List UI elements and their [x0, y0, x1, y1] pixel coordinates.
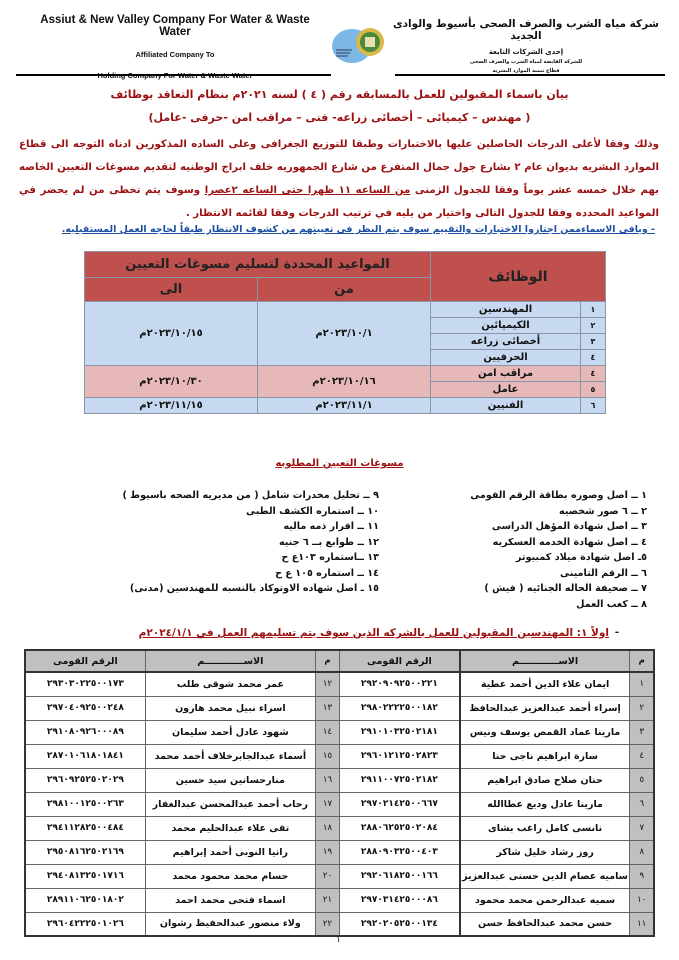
date-to: ٢٠٢٣/١١/١٥م: [85, 398, 258, 414]
requirement-item: ١٣ ــاستماره ١٠٣ع ح: [281, 552, 379, 563]
national-id: ٢٩٤٠٨١٣٢٥٠١٧١٦: [25, 864, 145, 888]
paragraph-part-2: وسوف يتم تخطى من لم يحضر في المواعيد المحدده وفقا للجدول التالى واختيار من يليه في ترتيب الدرجات وفقا لقائمه الانتظار .: [19, 185, 659, 219]
person-name: عمر محمد شوقى طلب: [145, 672, 315, 696]
row-number: ١٤: [315, 720, 339, 744]
header-name-left: الاســــــــــــم: [145, 650, 315, 672]
person-name: حسام محمد محمود محمد: [145, 864, 315, 888]
requirement-item: ١٥ ـ اصل شهاده الاوتوكاد بالنسبه للمهندسين (مدنى): [129, 583, 379, 594]
table-row: [25, 912, 654, 936]
national-id: ٢٩٢٠٦١٨٢٥٠٠١٦٦: [340, 864, 460, 888]
national-id: ٢٩٤١١٢٨٢٥٠٠٤٨٤: [25, 816, 145, 840]
row-number: ١٨: [315, 816, 339, 840]
job-title: عامل: [431, 382, 581, 398]
waiting-list-note: - وباقى الاسماءممن اجتازوا الاختبارات والتقييم سوف يتم النظر فى تعيينهم من كشوف الانتظار طبقاً لحاجه العمل المستقبليه.: [61, 224, 655, 235]
schedule-header-dates: المواعيد المحددة لتسليم مسوغات التعيين: [85, 252, 431, 278]
date-from: ٢٠٢٣/١٠/١م: [258, 302, 431, 366]
row-number: ١٩: [315, 840, 339, 864]
header-divider-left: [16, 74, 331, 76]
header-num-right: م: [630, 650, 654, 672]
job-number: ٦: [581, 398, 606, 414]
instructions-paragraph: [19, 133, 659, 225]
job-number: ٤: [581, 350, 606, 366]
person-name: روز رشاد خليل شاكر: [460, 840, 630, 864]
requirement-item: ٩ ــ تحليل مخدرات شامل ( من مديريه الصحه باسيوط ): [122, 490, 379, 501]
header-divider-right: [395, 74, 665, 76]
person-name: رحاب أحمد عبدالمحسن عبدالغفار: [145, 792, 315, 816]
requirement-item: ٧ ــ صحيفة الحاله الجنائيه ( فيش ): [484, 583, 647, 594]
national-id: ٢٩٧٠٤٠٩٢٥٠٠٢٤٨: [25, 696, 145, 720]
requirement-item: ٣ ــ اصل شهادة المؤهل الدراسى: [491, 521, 647, 532]
person-name: مارينا عادل وديع عطاالله: [460, 792, 630, 816]
national-id: ٢٩٦٠٤٢٢٢٥٠١٠٢٦: [25, 912, 145, 936]
job-title: المهندسين: [431, 302, 581, 318]
section-dash: -: [614, 627, 619, 638]
requirement-item: ١٤ ــ استماره ١٠٥ ع ح: [275, 567, 379, 579]
row-number: ٢: [630, 696, 654, 720]
person-name: مارينا عماد القمص يوسف ونيس: [460, 720, 630, 744]
national-id: ٢٨٨٠٩٠٣٢٥٠٠٤٠٣: [340, 840, 460, 864]
national-id: ٢٩٥٠٨١٦٢٥٠٢١٦٩: [25, 840, 145, 864]
section-title: اولاً ١: المهندسين المقبولين للعمل بالشركه الذين سوف يتم تسليمهم العمل في ٢٠٢٤/١/١م: [138, 627, 609, 639]
person-name: اسراء نبيل محمد هارون: [145, 696, 315, 720]
date-to: ٢٠٢٣/١٠/٣٠م: [85, 366, 258, 398]
table-row: [25, 888, 654, 912]
requirement-item: ١٢ ــ طوابع بــ ٦ جنيه: [278, 536, 379, 548]
date-from: ٢٠٢٣/١٠/١٦م: [258, 366, 431, 398]
schedule-row: [85, 398, 606, 414]
schedule-row: [85, 302, 606, 318]
person-name: ساميه عصام الدين حسنى عبدالعزيز: [460, 864, 630, 888]
job-number: ٤: [581, 366, 606, 382]
row-number: ٢٠: [315, 864, 339, 888]
row-number: ٦: [630, 792, 654, 816]
person-name: منارحسانين سيد حسين: [145, 768, 315, 792]
header-id-left: الرقم القومى: [25, 650, 145, 672]
table-row: [25, 864, 654, 888]
requirements-list-left: [49, 488, 379, 597]
national-id: ٢٩٢٠٩٠٩٢٥٠٠٢٢١: [340, 672, 460, 696]
person-name: ولاء منصور عبدالحفيظ رشوان: [145, 912, 315, 936]
row-number: ٨: [630, 840, 654, 864]
accepted-engineers-table: [24, 649, 655, 937]
page-number: ١: [336, 935, 341, 945]
requirement-item: ٤ ــ اصل شهادة الخدمه العسكريه: [492, 536, 647, 548]
document-header: [0, 0, 679, 80]
person-name: أسماء عبدالجابرخلاف أحمد محمد: [145, 744, 315, 768]
national-id: ٢٩١٠١٠٣٢٥٠٢١٨١: [340, 720, 460, 744]
arabic-sector: قطاع تنمية الموارد البشريه: [492, 68, 560, 74]
date-from: ٢٠٢٣/١١/١م: [258, 398, 431, 414]
english-header: [30, 14, 320, 80]
row-number: ٥: [630, 768, 654, 792]
national-id: ٢٩٦٠٩٢٥٢٥٠٢٠٢٩: [25, 768, 145, 792]
row-number: ١٧: [315, 792, 339, 816]
national-id: ٢٩١٠٨٠٩٢٦٠٠٠٨٩: [25, 720, 145, 744]
row-number: ٧: [630, 816, 654, 840]
requirement-item: ١٠ ــ استماره الكشف الطبى: [245, 505, 379, 517]
row-number: ١٦: [315, 768, 339, 792]
job-title: الحرفيين: [431, 350, 581, 366]
national-id: ٢٩٧٠٢١٤٢٥٠٠٦٦٧: [340, 792, 460, 816]
table-row: [25, 816, 654, 840]
row-number: ١٥: [315, 744, 339, 768]
schedule-row: [85, 366, 606, 382]
row-number: ٤: [630, 744, 654, 768]
requirement-item: ٥ـ اصل شهادة ميلاد كمبيوتر: [515, 552, 647, 563]
national-id: ٢٩٨١٠٠١٢٥٠٠٢٦٣: [25, 792, 145, 816]
person-name: شهود عادل أحمد سليمان: [145, 720, 315, 744]
national-id: ٢٩٢٠٢٠٥٢٥٠٠١٣٤: [340, 912, 460, 936]
table-row: [25, 840, 654, 864]
requirement-item: ٨ ــ كعب العمل: [576, 598, 647, 610]
paragraph-time-window: من الساعه ١١ ظهرا حتى الساعه ٢عصرا: [204, 185, 411, 196]
table-row: [25, 768, 654, 792]
job-title: الكيميائين: [431, 318, 581, 334]
schedule-header-jobs: الوظائف: [431, 252, 606, 302]
header-name-right: الاســــــــــــم: [460, 650, 630, 672]
date-to: ٢٠٢٣/١٠/١٥م: [85, 302, 258, 366]
person-name: سارة ابراهيم ناجى حنا: [460, 744, 630, 768]
row-number: ٩: [630, 864, 654, 888]
national-id: ٢٨٨٠٦٢٥٢٥٠٢٠٨٤: [340, 816, 460, 840]
document-subtitle: ( مهندس – كيميائى – أخصائى زراعه- فنى – مراقب امن -حرفى -عامل): [148, 111, 531, 124]
requirements-list-right: [407, 488, 647, 612]
job-title: أخصائى زراعه: [431, 334, 581, 350]
row-number: ٢١: [315, 888, 339, 912]
person-name: نانسى كامل راغب بشاى: [460, 816, 630, 840]
job-number: ٣: [581, 334, 606, 350]
row-number: ٢٢: [315, 912, 339, 936]
job-title: مراقب امن: [431, 366, 581, 382]
row-number: ١١: [630, 912, 654, 936]
person-name: رانيا النوبى أحمد إبراهيم: [145, 840, 315, 864]
requirement-item: ١ ــ اصل وصوره بطاقة الرقم القومى: [470, 490, 647, 501]
english-affiliated: Affiliated Company To: [135, 50, 215, 59]
national-id: ٢٨٧٠١٠٦١٨٠١٨٤١: [25, 744, 145, 768]
document-title: بيان باسماء المقبولين للعمل بالمسابقه رقم ( ٤ ) لسنه ٢٠٢١م بنظام التعاقد بوظائف: [110, 88, 569, 101]
person-name: حسن محمد عبدالحافظ حسن: [460, 912, 630, 936]
person-name: اسماء فتحى محمد احمد: [145, 888, 315, 912]
schedule-header-from: من: [258, 277, 431, 301]
row-number: ٣: [630, 720, 654, 744]
schedule-header-to: الى: [85, 277, 258, 301]
requirement-item: ٢ ــ ٦ صور شخصيه: [559, 505, 647, 517]
national-id: ٢٩٣٠٣٠٢٢٥٠٠١٧٣: [25, 672, 145, 696]
person-name: ايمان علاء الدين أحمد عطية: [460, 672, 630, 696]
row-number: ١: [630, 672, 654, 696]
person-name: تقى علاء عبدالحليم محمد: [145, 816, 315, 840]
requirements-title: مسوغات التعيين المطلوبه: [275, 458, 404, 469]
row-number: ١٣: [315, 696, 339, 720]
job-number: ٢: [581, 318, 606, 334]
person-name: حنان صلاح صادق ابراهيم: [460, 768, 630, 792]
job-number: ٥: [581, 382, 606, 398]
national-id: ٢٩٧٠٣١٤٢٥٠٠٠٨٦: [340, 888, 460, 912]
arabic-header: [391, 18, 661, 74]
job-title: الفنيين: [431, 398, 581, 414]
table-row: [25, 792, 654, 816]
arabic-affiliated: إحدى الشركات التابعة: [488, 48, 564, 56]
paragraph-part-1: وذلك وفقا لأعلى الدرجات الحاصلين عليها بالاختبارات وطبقا للتوزيع الجغرافى وعلى الساده المذكورين ادناه التوجه الى قطاع الموارد البشريه بديوان عام ٢ بشارع جول جمال المتفرع من شارع الجمهوريه خلف ابراج الوطنيه لتقديم مسوغات التعيين الخاصه بهم خلال خمسه عشر يوماً وفقا للجدول الزمنى: [19, 139, 660, 196]
schedule-table: [84, 251, 606, 414]
national-id: ٢٩٦٠١٢١٢٥٠٢٨٢٣: [340, 744, 460, 768]
header-id-right: الرقم القومى: [340, 650, 460, 672]
arabic-holding: للشركة القابضة لمياه الشرب والصرف الصحى: [469, 59, 583, 65]
table-row: [25, 720, 654, 744]
national-id: ٢٨٩١١٠٦٢٥٠١٨٠٢: [25, 888, 145, 912]
person-name: سميه عبدالرحمن محمد محمود: [460, 888, 630, 912]
person-name: إسراء أحمد عبدالعزيز عبدالحافظ: [460, 696, 630, 720]
table-row: [25, 696, 654, 720]
row-number: ١٠: [630, 888, 654, 912]
header-num-left: م: [315, 650, 339, 672]
table-row: [25, 672, 654, 696]
job-number: ١: [581, 302, 606, 318]
arabic-company-name: شركة مياه الشرب والصرف الصحى بأسيوط والوادى الجديد: [393, 18, 659, 42]
row-number: ١٢: [315, 672, 339, 696]
national-id: ٢٩٨٠٢٢٢٢٥٠٠١٨٢: [340, 696, 460, 720]
english-company-name: Assiut & New Valley Company For Water & Waste Water: [40, 14, 310, 38]
requirement-item: ١١ ــ اقرار ذمه ماليه: [283, 521, 379, 532]
requirement-item: ٦ ــ الرقم التامينى: [560, 567, 647, 579]
table-row: [25, 744, 654, 768]
national-id: ٢٩١١٠٠٧٢٥٠٢١٨٢: [340, 768, 460, 792]
company-logo-icon: [330, 22, 388, 66]
